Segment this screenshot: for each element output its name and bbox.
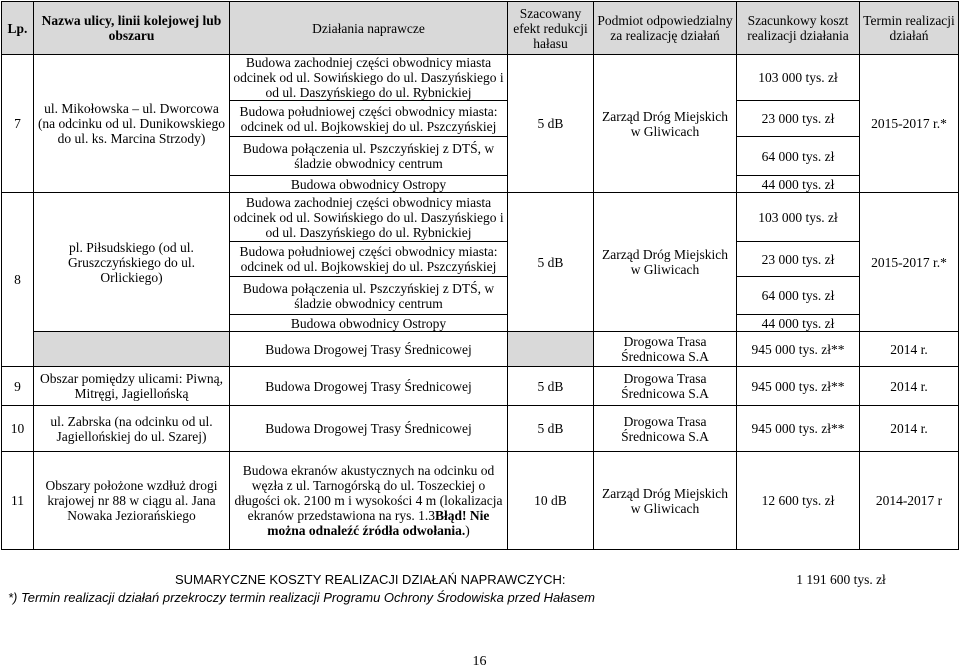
row8-action-4: Budowa obwodnicy Ostropy (230, 315, 508, 332)
row11-responsible: Zarząd Dróg Miejskich w Gliwicach (594, 452, 737, 550)
row9-responsible: Drogowa Trasa Średnicowa S.A (594, 367, 737, 406)
row10-cost: 945 000 tys. zł** (737, 406, 860, 452)
row8b-reduction-empty (508, 332, 594, 367)
row9-street: Obszar pomiędzy ulicami: Piwną, Mitręgi, Jagiellońską (34, 367, 230, 406)
table-row (2, 367, 959, 406)
summary-label: SUMARYCZNE KOSZTY REALIZACJI DZIAŁAŃ NAPRAWCZYCH: (175, 572, 566, 587)
row7-street: ul. Mikołowska – ul. Dworcowa (na odcinku od ul. Dunikowskiego do ul. ks. Marcina Strzody) (34, 55, 230, 193)
row9-action: Budowa Drogowej Trasy Średnicowej (230, 367, 508, 406)
header-actions: Działania naprawcze (230, 2, 508, 55)
row8-lp: 8 (2, 193, 34, 367)
row7-reduction: 5 dB (508, 55, 594, 193)
row11-reference-error: Błąd! Nie można odnaleźć źródła odwołania. (267, 508, 490, 538)
row10-term: 2014 r. (860, 406, 959, 452)
table-row (2, 406, 959, 452)
row11-action-text: Budowa ekranów akustycznych na odcinku od węzła z ul. Tarnogórską do ul. Toszeckiej o długości ok. 2100 m i wysokości 4 m (lokalizacja ekranów przedstawiona na rys. 1.3 (234, 463, 503, 523)
table-row (2, 55, 959, 101)
row11-cost: 12 600 tys. zł (737, 452, 860, 550)
row7-lp: 7 (2, 55, 34, 193)
row11-street: Obszary położone wzdłuż drogi krajowej nr 88 w ciągu al. Jana Nowaka Jeziorańskiego (34, 452, 230, 550)
row8-term: 2015-2017 r.* (860, 193, 959, 332)
header-term: Termin realizacji działań (860, 2, 959, 55)
row7-action-3: Budowa połączenia ul. Pszczyńskiej z DTŚ, w śladzie obwodnicy centrum (230, 137, 508, 176)
footnote: *) Termin realizacji działań przekroczy termin realizacji Programu Ochrony Środowiska przed Hałasem (8, 590, 595, 605)
row10-action: Budowa Drogowej Trasy Średnicowej (230, 406, 508, 452)
header-responsible: Podmiot odpowiedzialny za realizację działań (594, 2, 737, 55)
row9-lp: 9 (2, 367, 34, 406)
header-cost: Szacunkowy koszt realizacji działania (737, 2, 860, 55)
summary-total: 1 191 600 tys. zł (796, 572, 886, 587)
table-row (2, 452, 959, 550)
header-row (2, 2, 959, 55)
header-street: Nazwa ulicy, linii kolejowej lub obszaru (34, 2, 230, 55)
row8b-responsible: Drogowa Trasa Średnicowa S.A (594, 332, 737, 367)
row7-action-1: Budowa zachodniej części obwodnicy miasta odcinek od ul. Sowińskiego do ul. Daszyńskiego i od ul. Daszyńskiego do ul. Rybnickiej (230, 55, 508, 101)
row7-term: 2015-2017 r.* (860, 55, 959, 193)
row8-reduction: 5 dB (508, 193, 594, 332)
row8-cost-1: 103 000 tys. zł (737, 193, 860, 242)
row8b-action: Budowa Drogowej Trasy Średnicowej (230, 332, 508, 367)
row7-cost-3: 64 000 tys. zł (737, 137, 860, 176)
row11-term: 2014-2017 r (860, 452, 959, 550)
table-row (2, 193, 959, 242)
summary-row (0, 571, 959, 589)
row8b-cost: 945 000 tys. zł** (737, 332, 860, 367)
row9-cost: 945 000 tys. zł** (737, 367, 860, 406)
row8-cost-4: 44 000 tys. zł (737, 315, 860, 332)
row8-cost-3: 64 000 tys. zł (737, 277, 860, 315)
row8-action-3: Budowa połączenia ul. Pszczyńskiej z DTŚ, w śladzie obwodnicy centrum (230, 277, 508, 315)
row11-lp: 11 (2, 452, 34, 550)
row10-reduction: 5 dB (508, 406, 594, 452)
row7-action-4: Budowa obwodnicy Ostropy (230, 176, 508, 193)
row7-cost-1: 103 000 tys. zł (737, 55, 860, 101)
row8b-term: 2014 r. (860, 332, 959, 367)
row10-street: ul. Zabrska (na odcinku od ul. Jagiellońskiej do ul. Szarej) (34, 406, 230, 452)
header-lp: Lp. (2, 2, 34, 55)
row7-cost-2: 23 000 tys. zł (737, 101, 860, 137)
row9-term: 2014 r. (860, 367, 959, 406)
row7-responsible: Zarząd Dróg Miejskich w Gliwicach (594, 55, 737, 193)
row9-reduction: 5 dB (508, 367, 594, 406)
row8b-street-empty (34, 332, 230, 367)
row11-action-end: ) (465, 523, 470, 538)
row8-street: pl. Piłsudskiego (od ul. Gruszczyńskiego do ul. Orlickiego) (34, 193, 230, 332)
row7-action-2: Budowa południowej części obwodnicy miasta: odcinek od ul. Bojkowskiej do ul. Pszczyńskiej (230, 101, 508, 137)
row10-lp: 10 (2, 406, 34, 452)
header-reduction: Szacowany efekt redukcji hałasu (508, 2, 594, 55)
row8-action-1: Budowa zachodniej części obwodnicy miasta odcinek od ul. Sowińskiego do ul. Daszyńskiego i od ul. Daszyńskiego do ul. Rybnickiej (230, 193, 508, 242)
row8-responsible: Zarząd Dróg Miejskich w Gliwicach (594, 193, 737, 332)
row10-responsible: Drogowa Trasa Średnicowa S.A (594, 406, 737, 452)
table-row (2, 332, 959, 367)
row11-action (230, 452, 508, 550)
row8-action-2: Budowa południowej części obwodnicy miasta: odcinek od ul. Bojkowskiej do ul. Pszczyńskiej (230, 242, 508, 277)
remedial-actions-table (1, 1, 959, 550)
row7-cost-4: 44 000 tys. zł (737, 176, 860, 193)
row11-reduction: 10 dB (508, 452, 594, 550)
page-number: 16 (472, 654, 487, 669)
row8-cost-2: 23 000 tys. zł (737, 242, 860, 277)
